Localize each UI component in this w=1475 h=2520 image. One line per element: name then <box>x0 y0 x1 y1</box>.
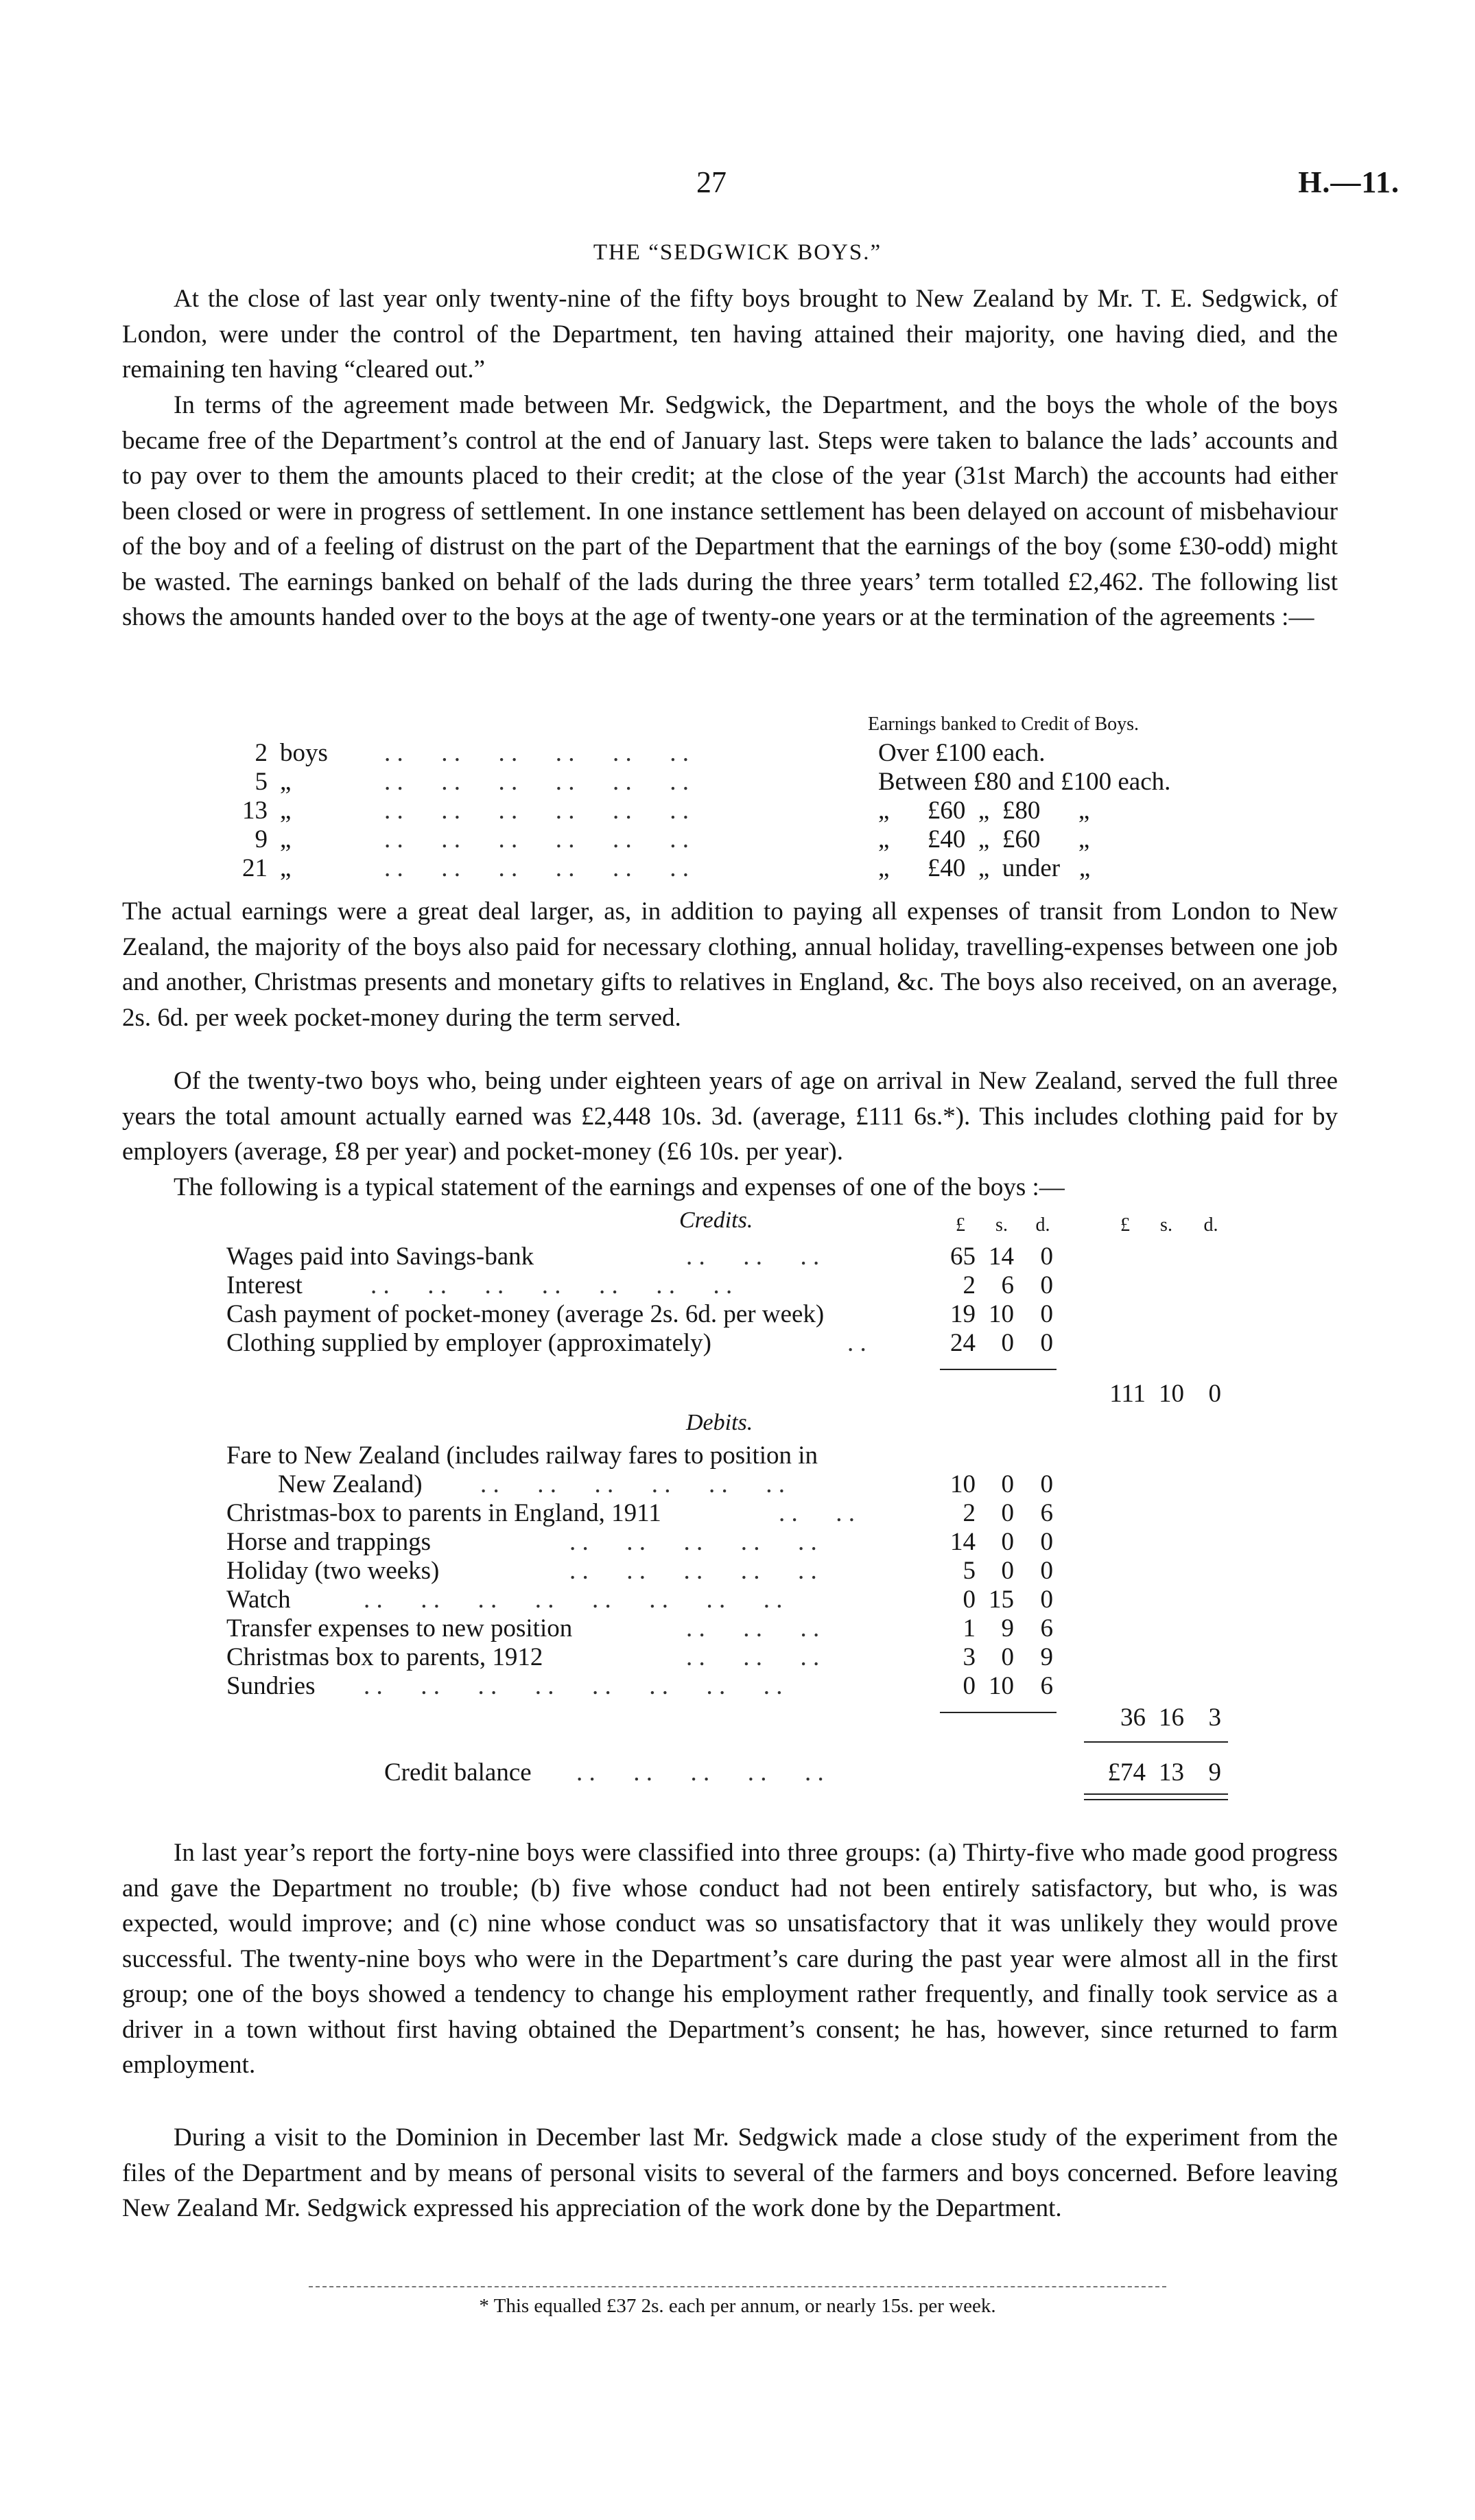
amount-pence: 0 <box>1040 1557 1053 1585</box>
leader-dots: . . . . . . . . . . . . . . . . <box>364 1672 783 1700</box>
distribution-row <box>0 796 1475 825</box>
boy-count: 13 <box>242 797 268 825</box>
debit-item-label: Christmas box to parents, 1912 <box>226 1643 543 1671</box>
double-rule-bottom <box>1084 1799 1228 1800</box>
debit-item-label: Transfer expenses to new position <box>226 1614 573 1642</box>
page-number: 27 <box>696 165 727 199</box>
distribution-row <box>0 767 1475 796</box>
amount-pence: 0 <box>1040 1271 1053 1299</box>
amount-pence: 9 <box>1040 1643 1053 1671</box>
leader-dots: . . . . . . . . . . . . <box>480 1470 785 1498</box>
footnote: * This equalled £37 2s. each per annum, or nearly 15s. per week. <box>479 2295 996 2317</box>
debit-item-label: New Zealand) <box>278 1470 423 1498</box>
earnings-range: „ £60 „ £80 „ <box>878 797 1090 825</box>
earnings-range: „ £40 „ £60 „ <box>878 825 1090 853</box>
debit-item-label: Fare to New Zealand (includes railway fares to position in <box>226 1441 818 1470</box>
amount-pounds: 1 <box>963 1614 976 1642</box>
boy-count: 2 <box>255 739 268 767</box>
amount-pounds: 24 <box>950 1329 976 1357</box>
balance-pounds: £74 <box>1107 1758 1146 1787</box>
paragraph-actual-earnings: The actual earnings were a great deal larger, as, in addition to paying all expenses of transit from London to New Zealand, the majority of the boys also paid for necessary clothing, annual holiday, travelling-expenses between one job and another, Christmas presents and monetary gifts to relatives in England, &c. The boys also received, on an average, 2s. 6d. per week pocket-money during the term served. <box>122 897 1338 1032</box>
balance-pence: 9 <box>1208 1758 1221 1787</box>
amount-shillings: 0 <box>1001 1329 1014 1357</box>
debits-total-shillings: 16 <box>1159 1704 1184 1732</box>
amount-shillings: 10 <box>989 1300 1014 1328</box>
amount-pounds: 10 <box>950 1470 976 1498</box>
subtotal-rule <box>940 1712 1057 1713</box>
amount-pounds: 2 <box>963 1499 976 1527</box>
leader-dots: . . . . <box>779 1499 855 1527</box>
page-header <box>0 165 1475 213</box>
amount-shillings: 0 <box>1001 1643 1014 1671</box>
paragraph-agreement: In terms of the agreement made between Mr. Sedgwick, the Department, and the boys the whole of the boys became free of the Department’s control at the end of January last. Steps were taken to balance the lads’ accounts and to pay over to them the amounts placed to their credit; at the close of the year (31st March) the accounts had either been closed or were in progress of settlement. In one instance settlement has been delayed on account of misbehaviour of the boy and of a feeling of distrust on the part of the Department that the earnings of the boy (some £30-odd) might be wasted. The earnings banked on behalf of the lads during the three years’ term totalled £2,462. The following list shows the amounts handed over to the boys at the age of twenty-one years or at the termination of the agreements :— <box>122 391 1338 631</box>
amount-pounds: 0 <box>963 1672 976 1700</box>
amount-pence: 0 <box>1040 1528 1053 1556</box>
debit-item-label: Christmas-box to parents in England, 1911 <box>226 1499 661 1527</box>
boy-label: boys <box>280 739 328 767</box>
amount-pounds: 5 <box>963 1557 976 1585</box>
boy-count: 21 <box>242 854 268 882</box>
boy-count: 5 <box>255 768 268 796</box>
earnings-range: Over £100 each. <box>878 739 1046 767</box>
amount-shillings: 0 <box>1001 1470 1014 1498</box>
amount-pounds: 2 <box>963 1271 976 1299</box>
paragraph-groups: In last year’s report the forty-nine boys were classified into three groups: (a) Thirty-five who made good progress and gave the Department no trouble; (b) five whose conduct had not been entirely satisfactory, but who, is was expected, would improve; and (c) nine whose conduct was so unsatisfactory that it was unlikely they would prove successful. The twenty-nine boys who were in the Department’s care during the past year were almost all in the first group; one of the boys showed a tendency to change his employment rather frequently, and finally took service as a driver in a town without first having obtained the Department’s consent; he has, however, since returned to farm employment. <box>122 1839 1338 2079</box>
paragraph-intro: At the close of last year only twenty-nine of the fifty boys brought to New Zealand by Mr. T. E. Sedgwick, of London, were under the control of the Department, ten having attained their majority, one having died, and the remaining ten having “cleared out.” <box>122 285 1338 384</box>
amount-pence: 6 <box>1040 1672 1053 1700</box>
leader-dots: . . . . . . . . . . . . . . <box>370 1271 733 1299</box>
amount-shillings: 14 <box>989 1243 1014 1271</box>
col-head-pence-total: d. <box>1203 1214 1218 1236</box>
balance-shillings: 13 <box>1159 1758 1184 1787</box>
amount-pence: 0 <box>1040 1586 1053 1614</box>
col-head-pounds-total: £ <box>1120 1214 1130 1236</box>
leader-dots: . . . . . . . . . . . . <box>384 768 689 796</box>
col-head-shillings: s. <box>995 1214 1008 1236</box>
distribution-row <box>0 738 1475 767</box>
amount-shillings: 9 <box>1001 1614 1014 1642</box>
distribution-row <box>0 853 1475 882</box>
paragraph-twenty-two-boys: Of the twenty-two boys who, being under eighteen years of age on arrival in New Zealand, served the full three years the total amount actually earned was £2,448 10s. 3d. (average, £111 6s.*). This includes clothing paid for by employers (average, £8 per year) and pocket-money (£6 10s. per year). <box>122 1067 1338 1166</box>
leader-dots: . . . . . . . . . . <box>576 1758 824 1787</box>
amount-pence: 0 <box>1040 1243 1053 1271</box>
leader-dots: . . . . . . . . . . . . <box>384 825 689 853</box>
leader-dots: . . . . . . . . . . . . <box>384 797 689 825</box>
distribution-heading: Earnings banked to Credit of Boys. <box>868 714 1140 735</box>
col-head-pounds: £ <box>956 1214 965 1236</box>
leader-dots: . . . . . . <box>686 1643 820 1671</box>
amount-shillings: 0 <box>1001 1557 1014 1585</box>
boy-label: „ <box>280 768 292 796</box>
credit-item-label: Wages paid into Savings-bank <box>226 1243 534 1271</box>
leader-dots: . . . . . . <box>686 1614 820 1642</box>
leader-dots: . . . . . . . . . . <box>569 1528 817 1556</box>
debits-total-pounds: 36 <box>1120 1704 1146 1732</box>
credits-heading: Credits. <box>679 1208 753 1233</box>
boy-label: „ <box>280 825 292 853</box>
paragraph-statement-intro: The following is a typical statement of the earnings and expenses of one of the boys :— <box>174 1173 1065 1201</box>
debits-heading: Debits. <box>686 1410 753 1435</box>
debit-item-label: Sundries <box>226 1672 316 1700</box>
distribution-row <box>0 825 1475 853</box>
amount-pounds: 19 <box>950 1300 976 1328</box>
credits-total-pence: 0 <box>1208 1380 1221 1408</box>
leader-dots: . . <box>847 1329 866 1357</box>
amount-pounds: 3 <box>963 1643 976 1671</box>
double-rule-top <box>1084 1793 1228 1795</box>
debit-item-label: Watch <box>226 1586 291 1614</box>
boy-label: „ <box>280 797 292 825</box>
debits-total-pence: 3 <box>1208 1704 1221 1732</box>
credit-item-label: Interest <box>226 1271 303 1299</box>
col-head-pence: d. <box>1035 1214 1050 1236</box>
balance-label: Credit balance <box>384 1758 532 1787</box>
credit-item-label: Cash payment of pocket-money (average 2s. 6d. per week) <box>226 1300 825 1328</box>
amount-pence: 0 <box>1040 1470 1053 1498</box>
credits-total-shillings: 10 <box>1159 1380 1184 1408</box>
amount-pence: 0 <box>1040 1329 1053 1357</box>
paragraph-visit: During a visit to the Dominion in December last Mr. Sedgwick made a close study of the experiment from the files of the Department and by means of personal visits to several of the farmers and boys concerned. Before leaving New Zealand Mr. Sedgwick expressed his appreciation of the work done by the Department. <box>122 2123 1338 2222</box>
amount-shillings: 6 <box>1001 1271 1014 1299</box>
amount-pounds: 65 <box>950 1243 976 1271</box>
amount-pence: 6 <box>1040 1614 1053 1642</box>
leader-dots: . . . . . . . . . . . . <box>384 739 689 767</box>
credit-item-label: Clothing supplied by employer (approximately) <box>226 1329 711 1357</box>
debit-item-label: Horse and trappings <box>226 1528 431 1556</box>
amount-pounds: 14 <box>950 1528 976 1556</box>
leader-dots: . . . . . . . . . . . . <box>384 854 689 882</box>
subtotal-rule <box>940 1369 1057 1370</box>
leader-dots: . . . . . . . . . . <box>569 1557 817 1585</box>
amount-shillings: 10 <box>989 1672 1014 1700</box>
leader-dots: . . . . . . <box>686 1243 820 1271</box>
earnings-range: Between £80 and £100 each. <box>878 768 1171 796</box>
amount-shillings: 15 <box>989 1586 1014 1614</box>
amount-pounds: 0 <box>963 1586 976 1614</box>
leader-dots: . . . . . . . . . . . . . . . . <box>364 1586 783 1614</box>
debit-item-label: Holiday (two weeks) <box>226 1557 440 1585</box>
amount-pence: 6 <box>1040 1499 1053 1527</box>
amount-pence: 0 <box>1040 1300 1053 1328</box>
total-rule <box>1084 1741 1228 1743</box>
col-head-shillings-total: s. <box>1160 1214 1172 1236</box>
credits-total-pounds: 111 <box>1109 1380 1146 1408</box>
section-title: THE “SEDGWICK BOYS.” <box>593 240 882 265</box>
earnings-range: „ £40 „ under „ <box>878 854 1091 882</box>
amount-shillings: 0 <box>1001 1528 1014 1556</box>
footnote-rule <box>309 2286 1166 2287</box>
boy-count: 9 <box>255 825 268 853</box>
boy-label: „ <box>280 854 292 882</box>
document-reference: H.—11. <box>1298 165 1400 199</box>
amount-shillings: 0 <box>1001 1499 1014 1527</box>
